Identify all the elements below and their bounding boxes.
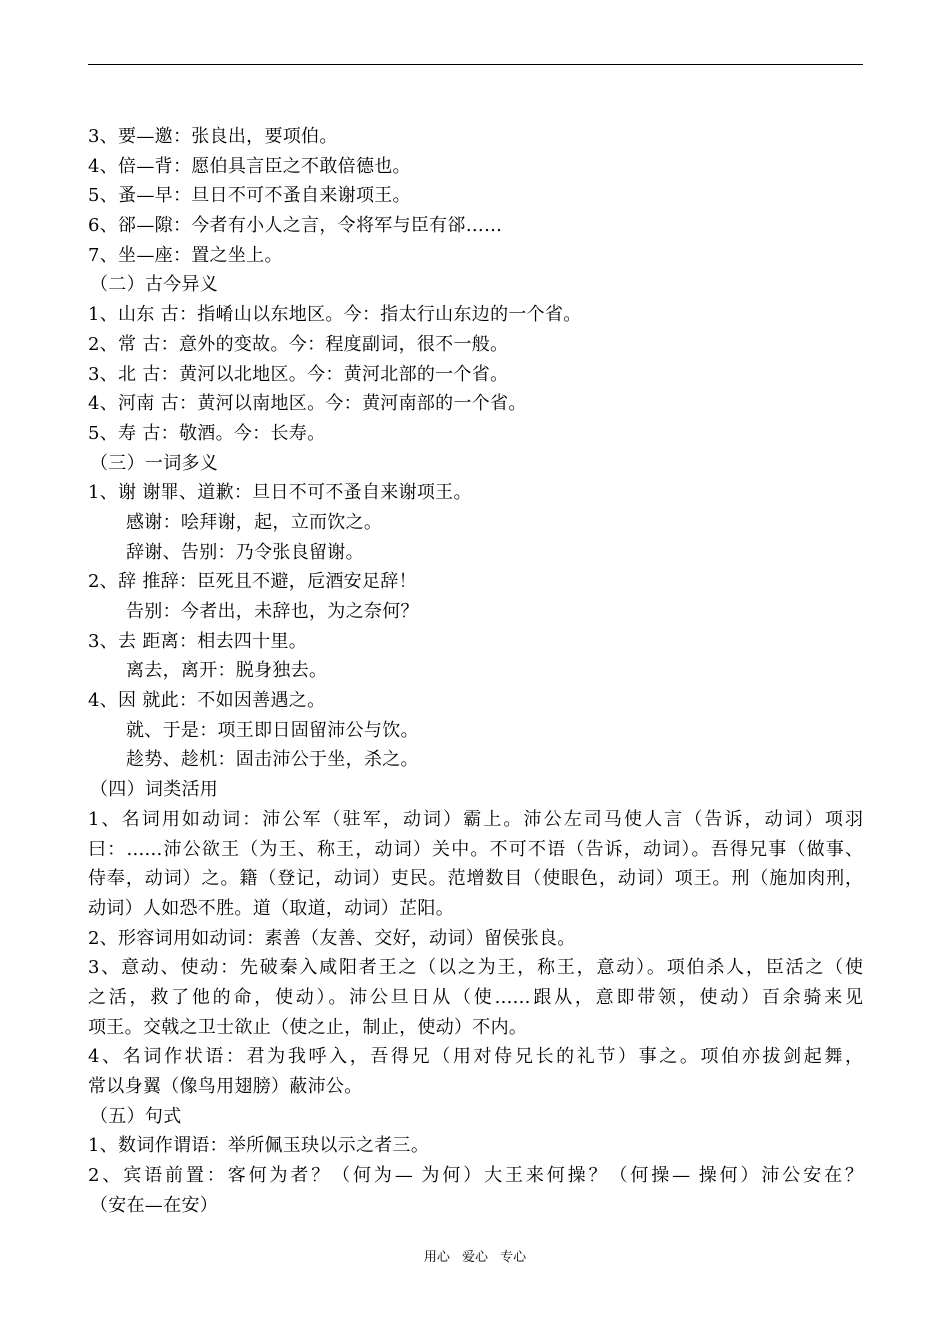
text-line: 辞谢、告别：乃令张良留谢。: [126, 541, 364, 563]
text-line: 3、去 距离：相去四十里。: [88, 630, 308, 652]
text-line: 1、谢 谢罪、道歉：旦日不可不蚤自来谢项王。: [88, 482, 472, 504]
text-line: 5、寿 古：敬酒。今：长寿。: [88, 422, 326, 444]
text-line: 1、山东 古：指崤山以东地区。今：指太行山东边的一个省。: [88, 304, 582, 326]
text-line: （安在—在安）: [90, 1194, 219, 1216]
text-line: 3、北 古：黄河以北地区。今：黄河北部的一个省。: [88, 363, 509, 385]
text-line: 4、因 就此：不如因善遇之。: [88, 690, 326, 712]
text-line: 就、于是：项王即日固留沛公与饮。: [126, 719, 419, 741]
text-line: 曰：……沛公欲王（为王、称王，动词）关中。不可不语（告诉，动词）。吾得兄事（做事、: [88, 838, 863, 860]
text-line: 动词）人如恐不胜。道（取道，动词）芷阳。: [88, 897, 454, 919]
text-line: 告别：今者出，未辞也，为之奈何？: [126, 601, 419, 622]
text-line: （二）古今异义: [90, 274, 219, 296]
text-line: （四）词类活用: [90, 779, 219, 801]
text-line: 2、常 古：意外的变故。今：程度副词，很不一般。: [88, 333, 509, 355]
text-line: 2、形容词用如动词：素善（友善、交好，动词）留侯张良。: [88, 927, 576, 949]
text-line: （五）句式: [90, 1105, 182, 1127]
text-line: 4、河南 古：黄河以南地区。今：黄河南部的一个省。: [88, 393, 527, 415]
document-body: [88, 122, 863, 1220]
text-line: 7、坐—座：置之坐上。: [88, 244, 283, 266]
text-line: （三）一词多义: [90, 452, 219, 474]
text-line: 4、倍—背：愿伯具言臣之不敢倍德也。: [88, 155, 411, 177]
text-line: 2、宾语前置：客何为者？（何为— 为何）大王来何操？（何操— 操何）沛公安在？: [88, 1165, 863, 1187]
text-line: 5、蚤—早：旦日不可不蚤自来谢项王。: [88, 185, 411, 207]
text-line: 趁势、趁机：固击沛公于坐，杀之。: [126, 749, 419, 771]
text-line: 之活，救了他的命，使动）。沛公旦日从（使……跟从，意即带领，使动）百余骑来见: [88, 986, 863, 1008]
text-line: 4、名词作状语：君为我呼入，吾得兄（用对侍兄长的礼节）事之。项伯亦拔剑起舞，: [88, 1046, 863, 1068]
header-rule: [88, 64, 863, 65]
text-line: 侍奉，动词）之。籍（登记，动词）吏民。范增数目（使眼色，动词）项王。刑（施加肉刑，: [88, 868, 863, 890]
text-line: 1、数词作谓语：举所佩玉玦以示之者三。: [88, 1135, 430, 1157]
text-line: 常以身翼（像鸟用翅膀）蔽沛公。: [88, 1076, 363, 1097]
text-line: 1、名词用如动词：沛公军（驻军，动词）霸上。沛公左司马使人言（告诉，动词）项羽: [88, 808, 863, 830]
text-line: 项王。交戟之卫士欲止（使之止，制止，使动）不内。: [88, 1016, 528, 1038]
text-line: 3、意动、使动：先破秦入咸阳者王之（以之为王，称王，意动）。项伯杀人，臣活之（使: [88, 957, 863, 979]
text-line: 感谢：哙拜谢，起，立而饮之。: [126, 511, 383, 533]
text-line: 离去，离开：脱身独去。: [126, 660, 328, 682]
text-line: 3、要—邀：张良出，要项伯。: [88, 126, 338, 147]
text-line: 6、郤—隙：今者有小人之言，令将军与臣有郤……: [88, 215, 503, 237]
text-line: 2、辞 推辞：臣死且不避，卮酒安足辞！: [88, 571, 417, 593]
page-footer: 用心 爱心 专心: [423, 1250, 527, 1265]
